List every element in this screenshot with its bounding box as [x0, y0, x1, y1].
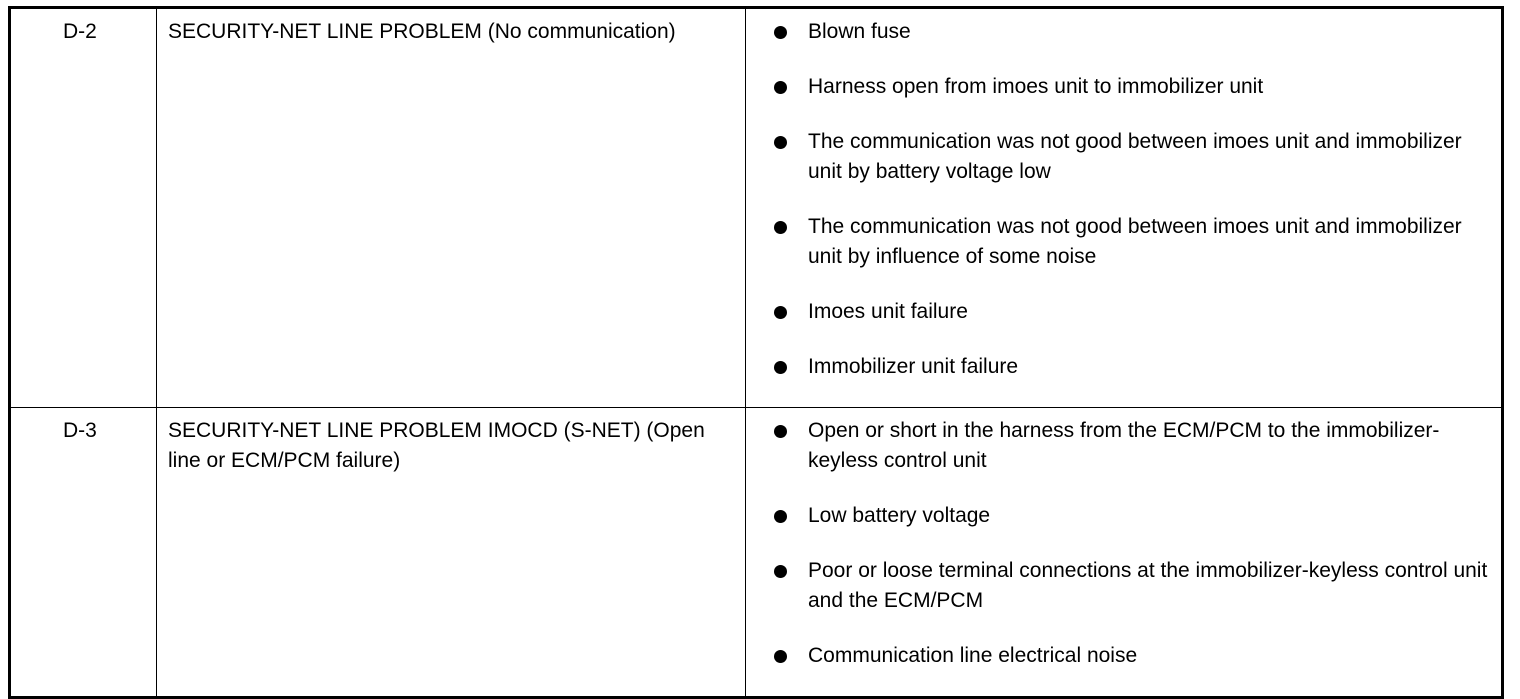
cause-text: Open or short in the harness from the ECM/PCM to the immobilizer-keyless control unit — [808, 419, 1440, 472]
problem-cell — [157, 408, 746, 698]
cause-text: Immobilizer unit failure — [808, 355, 1019, 378]
bullet-icon — [774, 425, 787, 438]
bullet-icon — [774, 510, 787, 523]
dtc-code: D-2 — [63, 20, 97, 43]
cause-text: The communication was not good between imoes unit and immobilizer unit by influence of some noise — [808, 215, 1462, 268]
bullet-icon — [774, 565, 787, 578]
dtc-code: D-3 — [63, 419, 97, 442]
bullet-icon — [774, 306, 787, 319]
problem-cell — [157, 8, 746, 408]
list-item — [774, 72, 1491, 102]
list-item — [774, 297, 1491, 327]
cause-list — [746, 408, 1501, 671]
bullet-icon — [774, 136, 787, 149]
problem-description: SECURITY-NET LINE PROBLEM IMOCD (S-NET) (Open line or ECM/PCM failure) — [168, 419, 705, 472]
list-item — [774, 556, 1491, 616]
cause-list — [746, 9, 1501, 382]
bullet-icon — [774, 361, 787, 374]
cause-text: Poor or loose terminal connections at the immobilizer-keyless control unit and the ECM/PCM — [808, 559, 1488, 612]
code-cell — [10, 408, 157, 698]
list-item — [774, 416, 1491, 476]
bullet-icon — [774, 650, 787, 663]
bullet-icon — [774, 81, 787, 94]
cause-text: The communication was not good between imoes unit and immobilizer unit by battery voltage low — [808, 130, 1462, 183]
causes-cell — [746, 8, 1503, 408]
list-item — [774, 127, 1491, 187]
problem-description: SECURITY-NET LINE PROBLEM (No communication) — [168, 20, 676, 43]
causes-cell — [746, 408, 1503, 698]
list-item — [774, 17, 1491, 47]
list-item — [774, 501, 1491, 531]
cause-text: Low battery voltage — [808, 504, 991, 527]
cause-text: Blown fuse — [808, 20, 911, 43]
cause-text: Communication line electrical noise — [808, 644, 1138, 667]
table-row — [10, 408, 1503, 698]
bullet-icon — [774, 26, 787, 39]
table-row — [10, 8, 1503, 408]
list-item — [774, 641, 1491, 671]
list-item — [774, 352, 1491, 382]
bullet-icon — [774, 221, 787, 234]
cause-text: Imoes unit failure — [808, 300, 968, 323]
code-cell — [10, 8, 157, 408]
list-item — [774, 212, 1491, 272]
diagnostic-table — [8, 6, 1504, 699]
cause-text: Harness open from imoes unit to immobilizer unit — [808, 75, 1264, 98]
